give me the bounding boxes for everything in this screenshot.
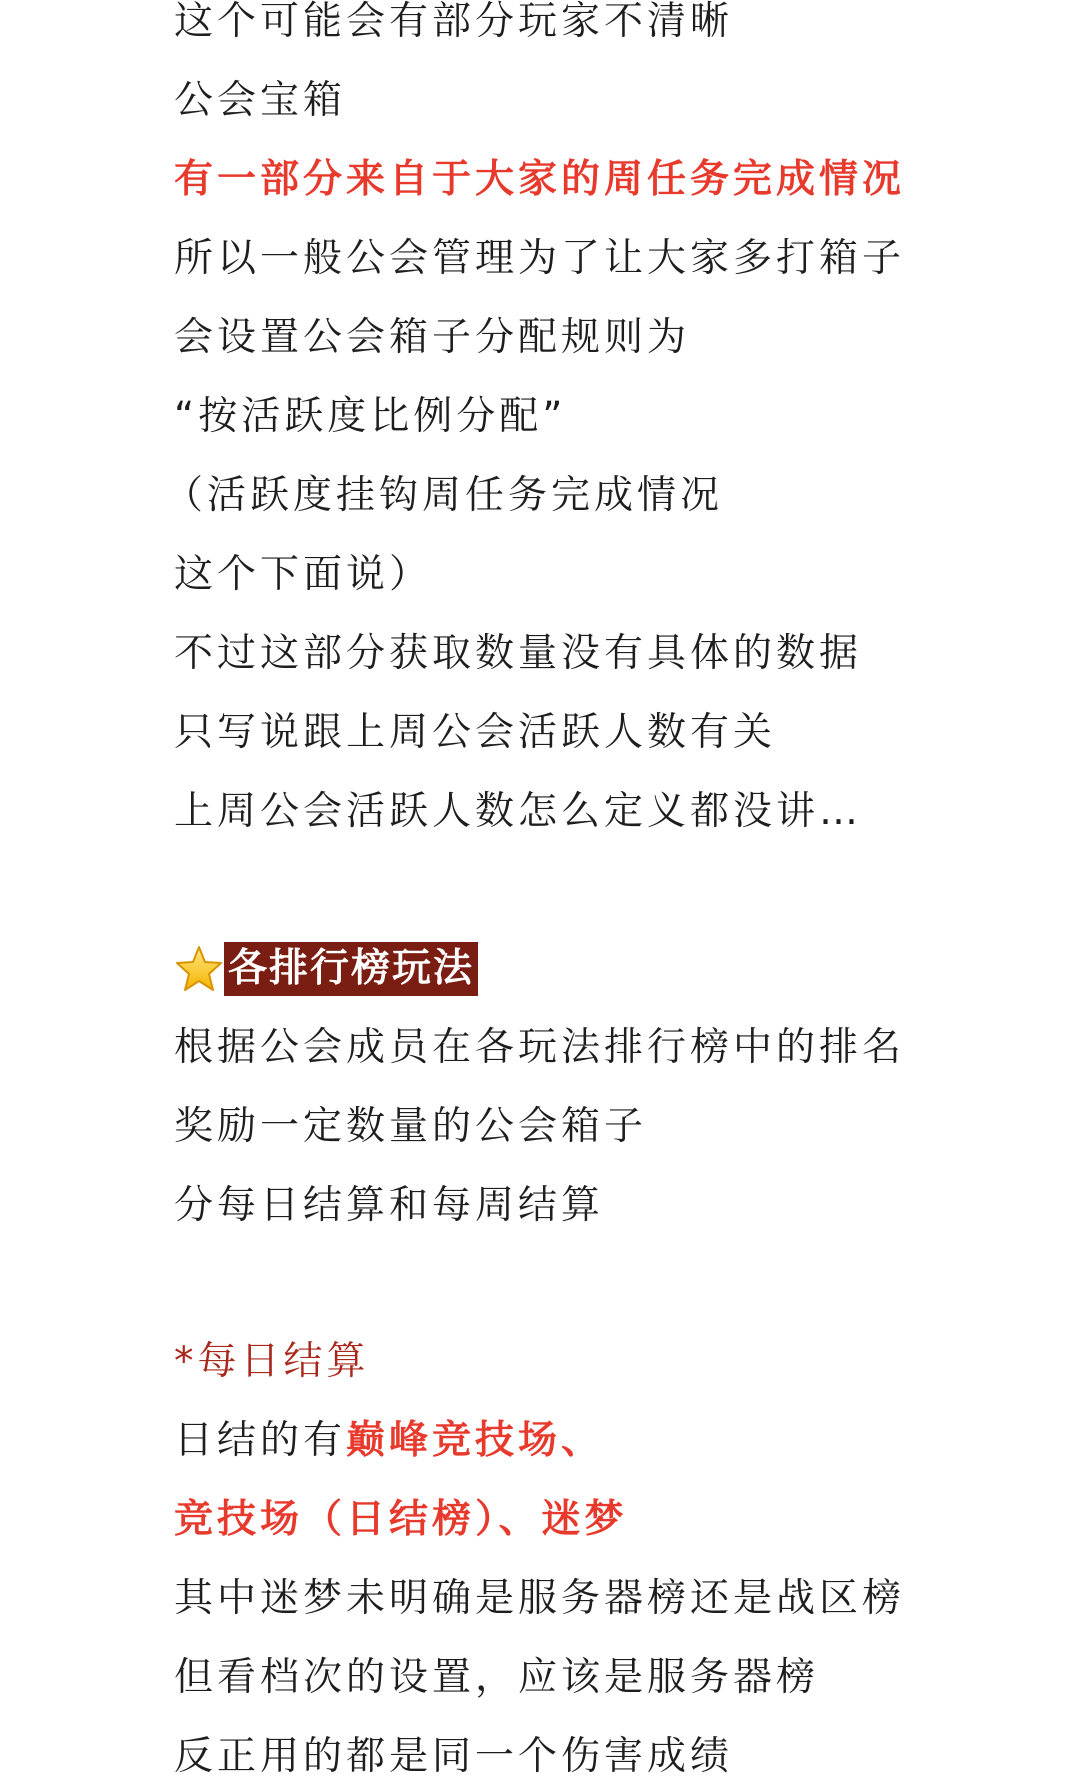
text-span: 日结的有 [174, 1418, 347, 1463]
section-heading [174, 942, 478, 998]
text-line: 但看档次的设置，应该是服务器榜 [174, 1655, 820, 1700]
text-line: 所以一般公会管理为了让大家多打箱子 [174, 236, 906, 281]
text-line: 这个下面说） [174, 552, 433, 597]
text-line: 只写说跟上周公会活跃人数有关 [174, 710, 777, 755]
highlight-line: 有一部分来自于大家的周任务完成情况 [174, 157, 906, 202]
text-line: 会设置公会箱子分配规则为 [174, 315, 691, 360]
highlight-line: 竞技场（日结榜）、迷梦 [174, 1497, 628, 1542]
star-icon [174, 944, 224, 994]
text-line: 分每日结算和每周结算 [174, 1183, 605, 1228]
section-heading-label: 各排行榜玩法 [224, 942, 478, 996]
text-line: 奖励一定数量的公会箱子 [174, 1104, 648, 1149]
text-line: 这个可能会有部分玩家不清晰 [174, 0, 734, 44]
text-line [174, 1415, 604, 1467]
text-line: 公会宝箱 [174, 78, 347, 123]
highlight-span: 巅峰竞技场、 [346, 1418, 605, 1463]
text-line: （活跃度挂钩周任务完成情况 [164, 473, 724, 518]
text-line: 上周公会活跃人数怎么定义都没讲… [174, 789, 863, 834]
subheading-daily: *每日结算 [174, 1339, 370, 1384]
text-line: 其中迷梦未明确是服务器榜还是战区榜 [174, 1576, 906, 1621]
text-line: “按活跃度比例分配” [174, 394, 567, 439]
text-line: 反正用的都是同一个伤害成绩 [174, 1734, 734, 1779]
text-line: 根据公会成员在各玩法排行榜中的排名 [174, 1025, 906, 1070]
text-line: 不过这部分获取数量没有具体的数据 [174, 631, 863, 676]
